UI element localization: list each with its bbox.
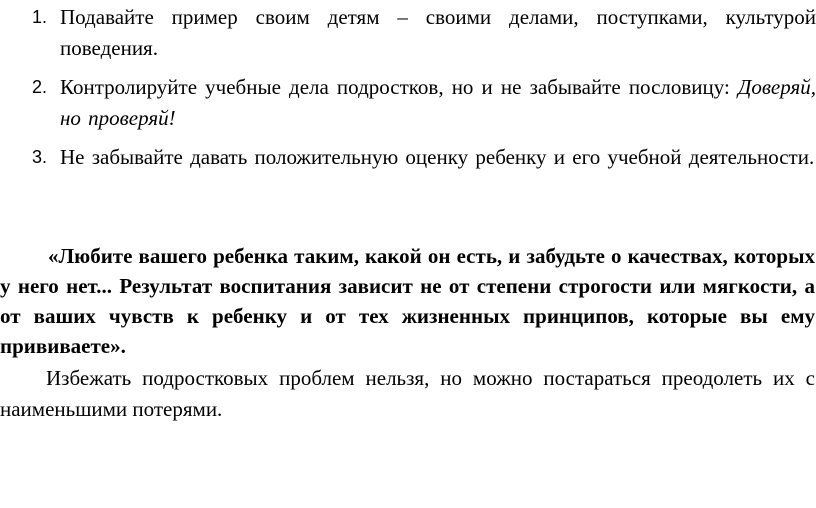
closing-paragraph: Избежать подростковых проблем нельзя, но можно постараться преодолеть их с наименьшими потерями.: [0, 366, 815, 421]
quote-paragraph: «Любите вашего ребенка таким, какой он есть, и забудьте о качествах, которых у него нет... Результат воспитания зависит не от степени строгости или мягкости, а от ваших чувств к ребенку и от тех жизненных принципов, которые вы ему прививаете».: [0, 244, 815, 358]
list-item-number: 1.: [32, 7, 48, 27]
list-item-text: Не забывайте давать положительную оценку ребенку и его учебной деятельности.: [60, 145, 815, 169]
advice-list: [20, 2, 816, 181]
list-item-text-wrapper: [60, 72, 816, 134]
list-item-number: 2.: [32, 77, 48, 97]
proverb-text: Доверяй, но проверяй!: [60, 75, 816, 130]
list-item-number: 3.: [32, 147, 48, 167]
list-item: [20, 2, 816, 64]
list-item-text: Подавайте пример своим детям – своими делами, поступками, культурой поведения.: [60, 5, 816, 60]
list-item-text: Контролируйте учебные дела подростков, но и не забывайте пословицу:: [60, 75, 730, 99]
list-item: [20, 142, 816, 173]
list-item: [20, 72, 816, 134]
